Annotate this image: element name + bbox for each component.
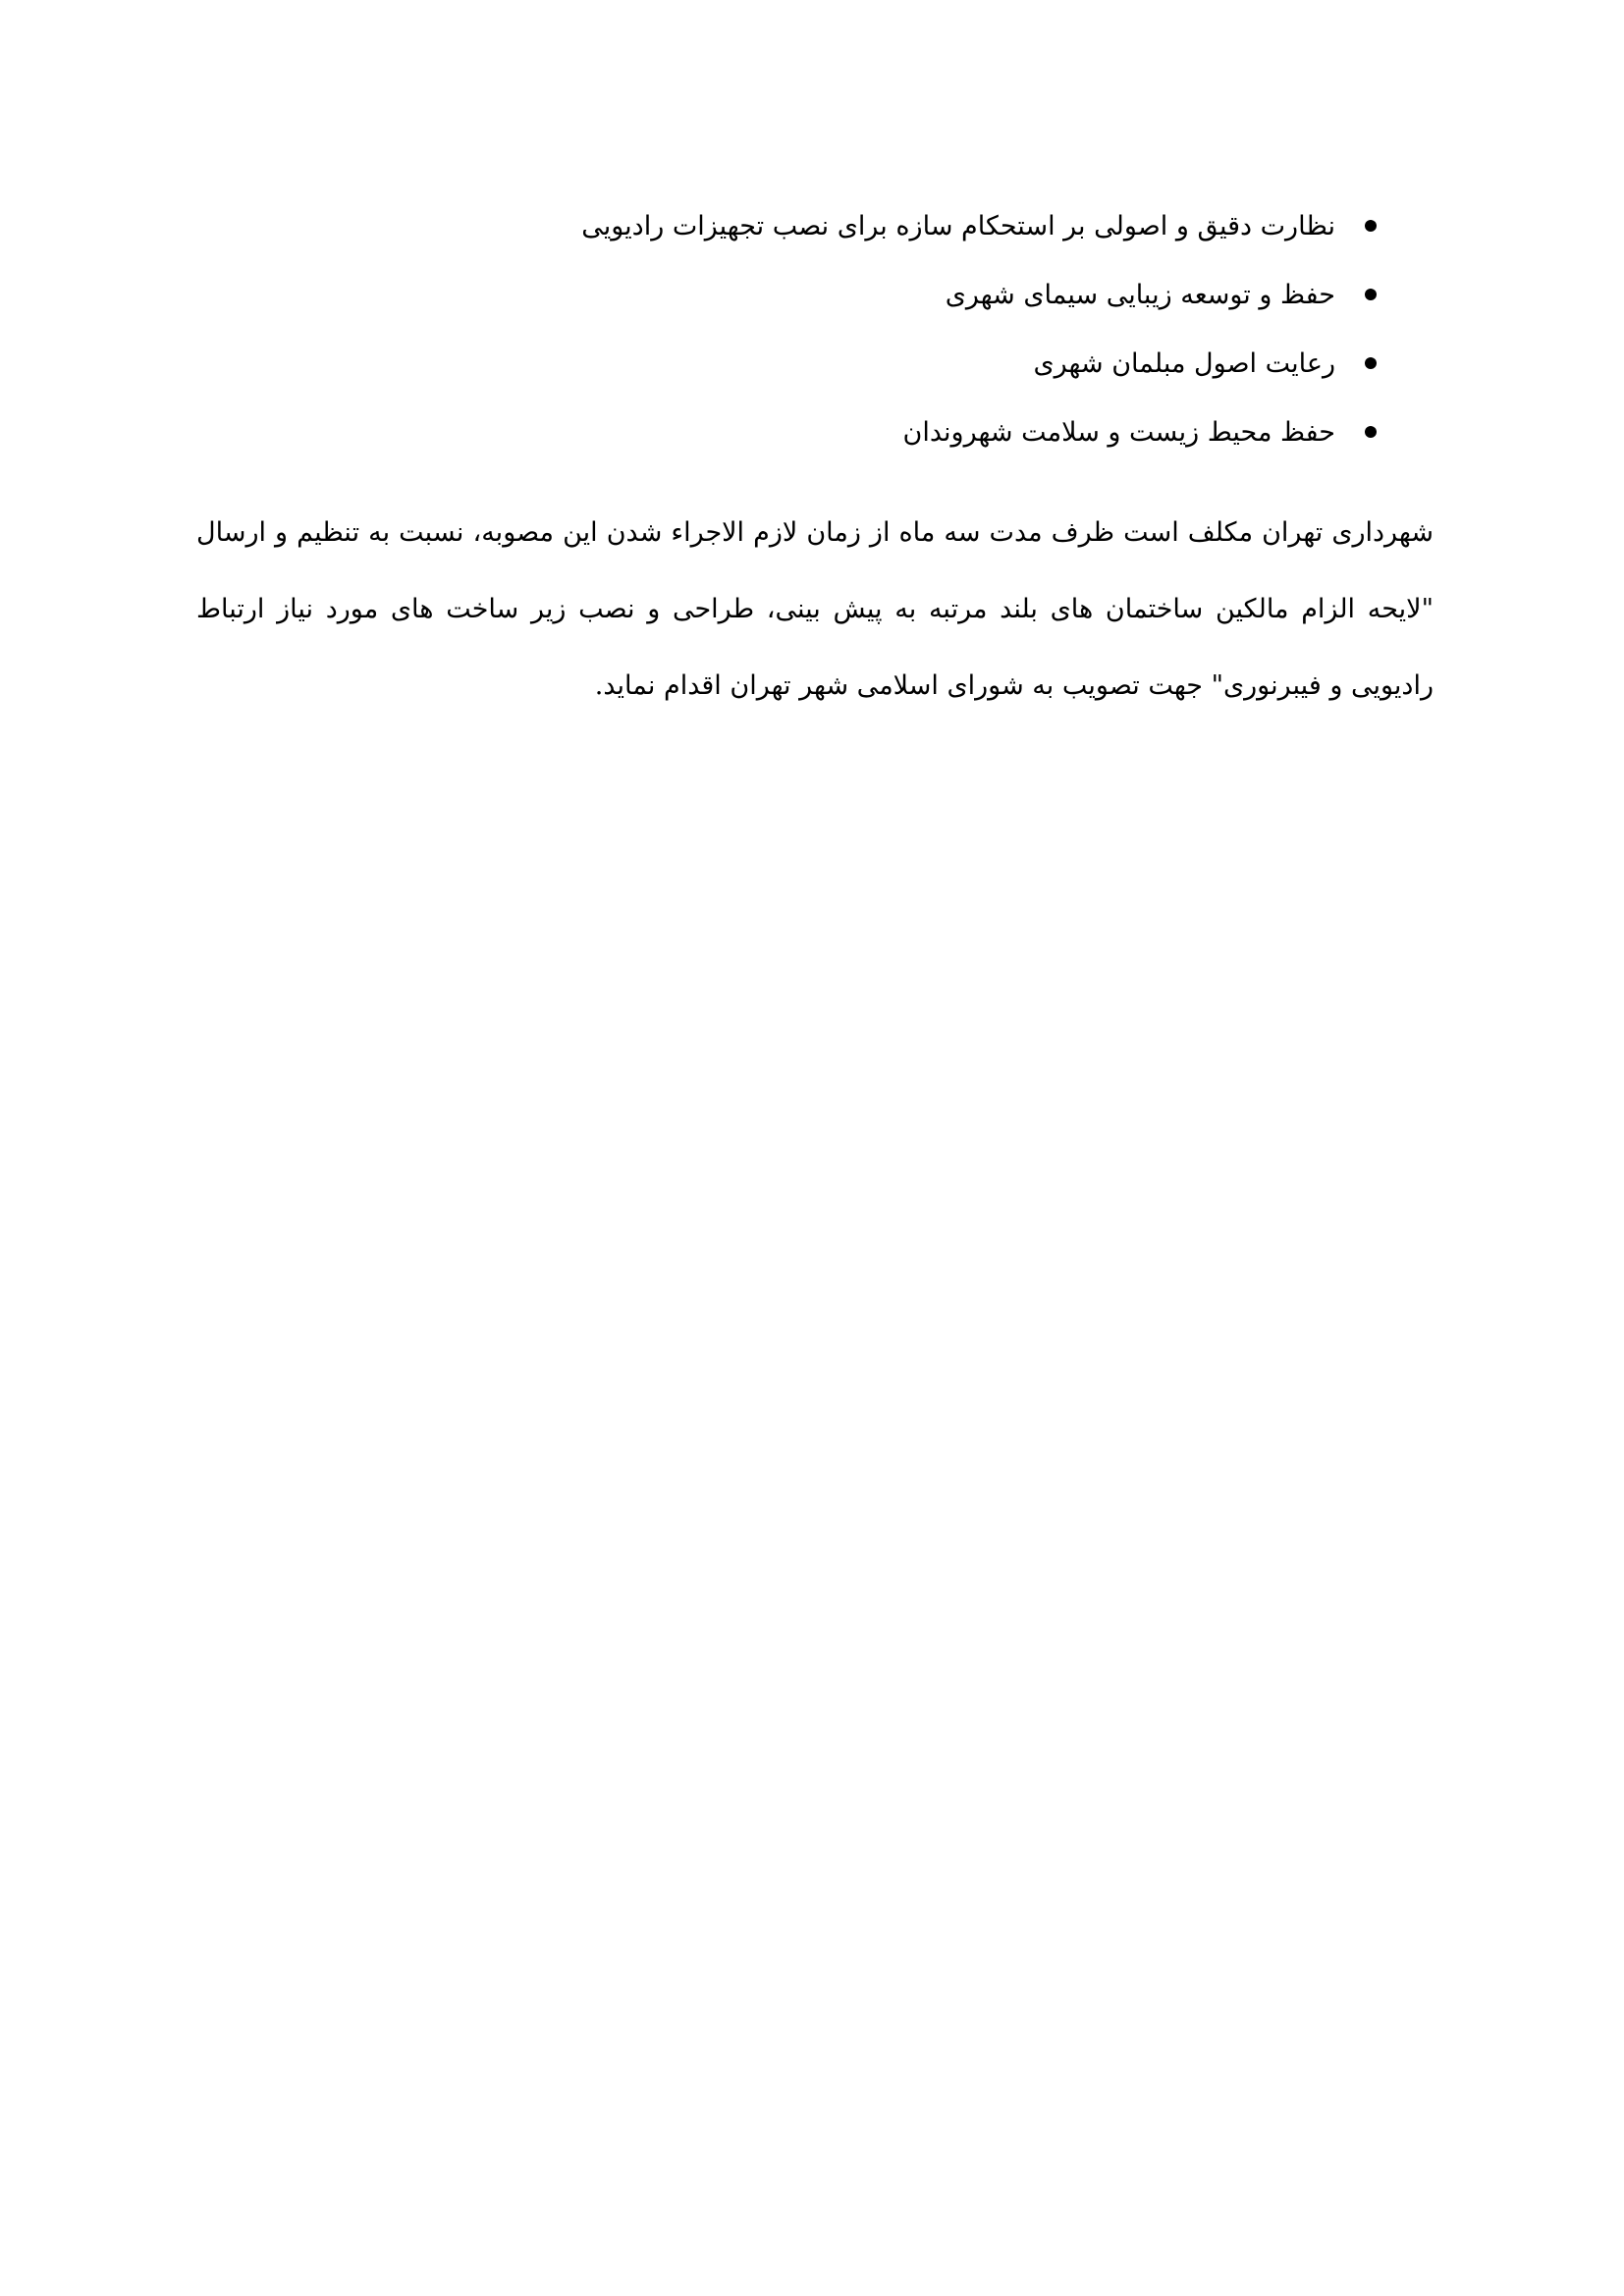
bullet-text: رعایت اصول مبلمان شهری bbox=[1033, 347, 1335, 379]
bullet-text: حفظ محیط زیست و سلامت شهروندان bbox=[902, 416, 1335, 448]
bullet-dot-icon bbox=[1365, 357, 1377, 369]
bullet-text: حفظ و توسعه زیبایی سیمای شهری bbox=[945, 279, 1335, 310]
bullet-dot-icon bbox=[1365, 220, 1377, 232]
bullet-dot-icon bbox=[1365, 289, 1377, 300]
bullet-item bbox=[297, 260, 1377, 329]
bullet-item bbox=[297, 191, 1377, 260]
bullet-item bbox=[297, 329, 1377, 398]
paragraph-line: رادیویی و فیبرنوری" جهت تصویب به شورای اسلامی شهر تهران اقدام نماید. bbox=[594, 670, 1434, 701]
bullet-text: نظارت دقیق و اصولی بر استحکام سازه برای نصب تجهیزات رادیویی bbox=[581, 210, 1335, 241]
paragraph-line: "لایحه الزام مالکین ساختمان های بلند مرتبه به پیش بینی، طراحی و نصب زیر ساخت های مورد نیاز ارتباط bbox=[196, 594, 1434, 624]
bullet-dot-icon bbox=[1365, 426, 1377, 438]
body-paragraph bbox=[196, 495, 1434, 724]
bullet-list bbox=[297, 191, 1377, 466]
paragraph-line: شهرداری تهران مکلف است ظرف مدت سه ماه از زمان لازم الاجراء شدن این مصوبه، نسبت به تنظیم و ارسال bbox=[196, 517, 1434, 548]
bullet-item bbox=[297, 398, 1377, 466]
